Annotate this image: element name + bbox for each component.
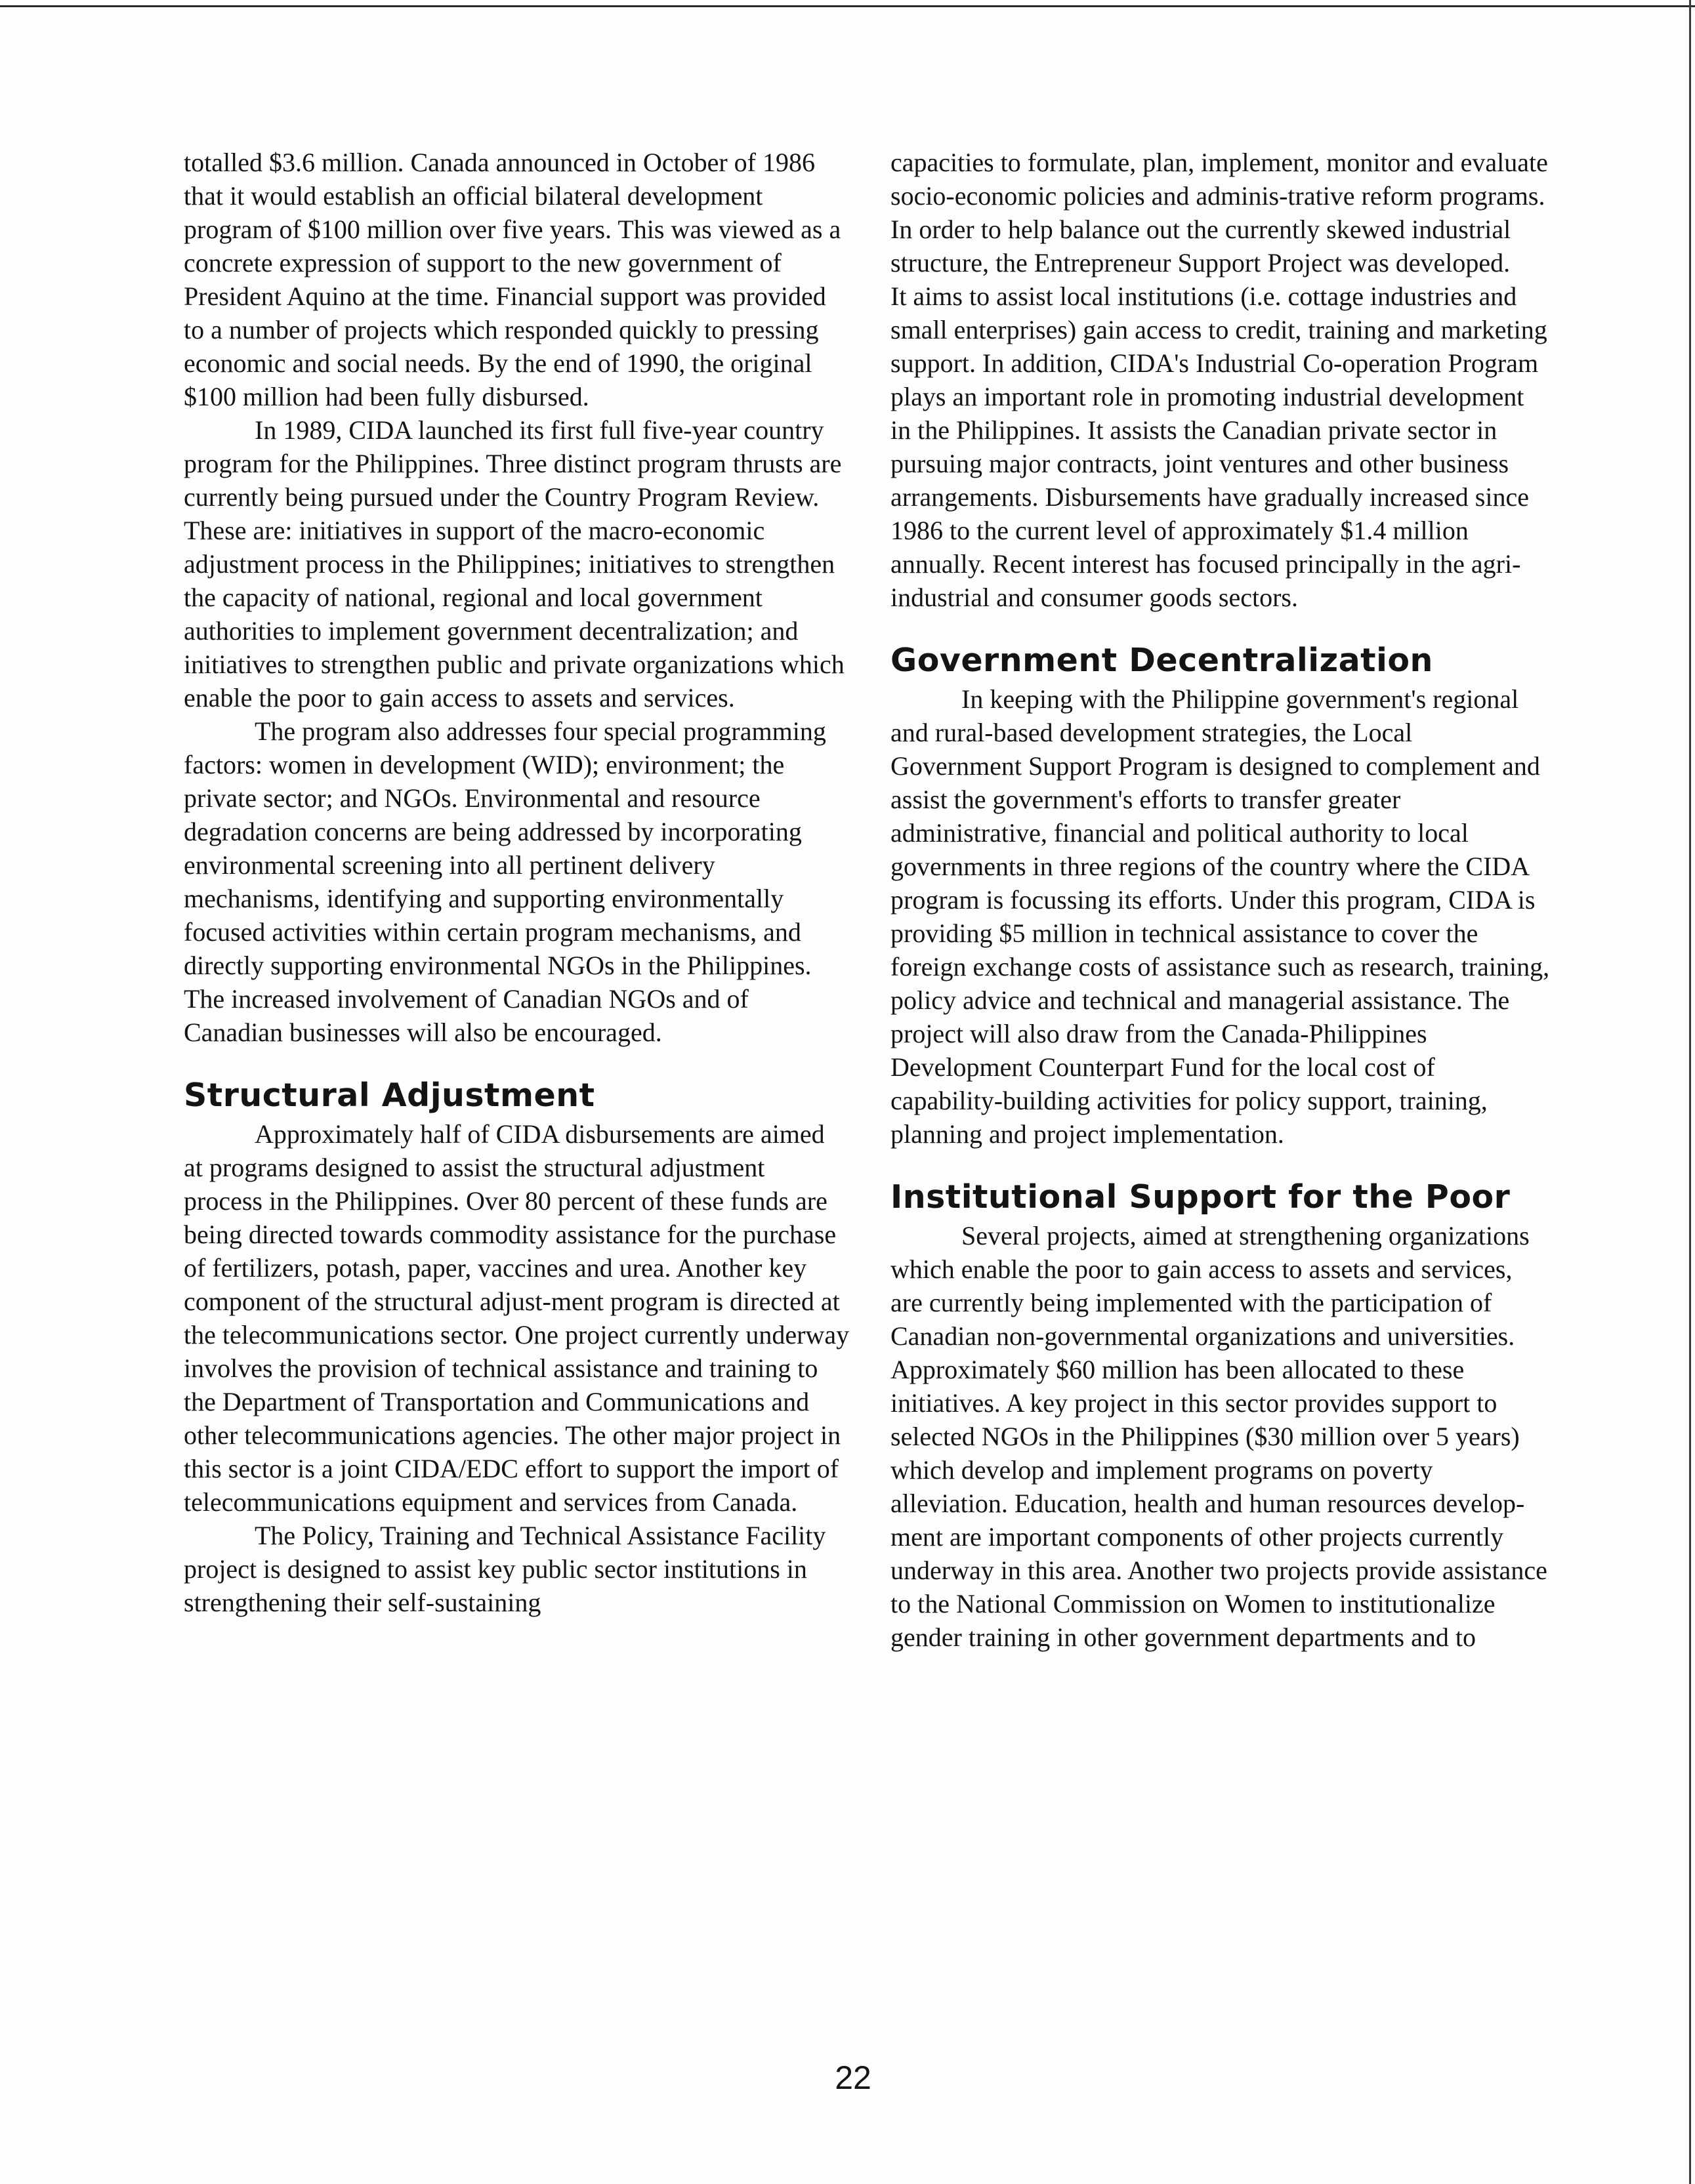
paragraph: Approximately half of CIDA disbursements are aimed at programs designed to assist the structural adjustment process in the Philippines. Over 80 percent of these funds are being directed towards commodity assistance for the purchase of fertilizers, potash, paper, vaccines and urea. Another key component of the structural adjust-ment program is directed at the telecommunications sector. One project currently underway involves the provision of technical assistance and training to the Department of Transportation and Communications and other telecommunications agencies. The other major project in this sector is a joint CIDA/EDC effort to support the import of telecommunications equipment and services from Canada. (184, 1119, 850, 1517)
top-rule (0, 5, 1695, 7)
right-column (890, 146, 1550, 1654)
paragraph: totalled $3.6 million. Canada announced in October of 1986 that it would establish an official bilateral development program of $100 million over five years. This was viewed as a concrete expression of support to the new government of President Aquino at the time. Financial support was provided to a number of projects which responded quickly to pressing economic and social needs. By the end of 1990, the original $100 million had been fully disbursed. (184, 148, 841, 411)
page-edge (1689, 0, 1691, 2184)
paragraph: The Policy, Training and Technical Assistance Facility project is designed to assist key public sector institutions in strengthening their self-sustaining (184, 1521, 826, 1617)
section-heading-government-decentralization: Government Decentralization (890, 642, 1433, 679)
paragraph: It aims to assist local institutions (i.e. cottage industries and small enterprises) gain access to credit, training and marketing support. In addition, CIDA's Industrial Co-operation Program plays an important role in promoting industrial development in the Philippines. It assists the Canadian private sector in pursuing major contracts, joint ventures and other business arrangements. Disbursements have gradually increased since 1986 to the current level of approximately $1.4 million annually. Recent interest has focused principally in the agri-industrial and consumer goods sectors. (890, 281, 1547, 612)
paragraph: In keeping with the Philippine government's regional and rural-based development strategies, the Local Government Support Program is designed to complement and assist the government's efforts to transfer greater administrative, financial and political authority to local governments in three regions of the country where the CIDA program is focussing its efforts. Under this program, CIDA is providing $5 million in technical assistance to cover the foreign exchange costs of assistance such as research, training, policy advice and technical and managerial assistance. The project will also draw from the Canada-Philippines Development Counterpart Fund for the local cost of capability-building activities for policy support, training, planning and project implementation. (890, 684, 1550, 1149)
paragraph: Several projects, aimed at strengthening organizations which enable the poor to gain access to assets and services, are currently being implemented with the participation of Canadian non-governmental organizations and universities. Approximately $60 million has been allocated to these initiatives. A key project in this sector provides support to selected NGOs in the Philippines ($30 million over 5 years) which develop and implement programs on poverty alleviation. Education, health and human resources develop-ment are important components of other projects currently underway in this area. Another two projects provide assistance to the National Commission on Women to institutionalize gender training in other government departments and to (890, 1221, 1547, 1652)
left-column (184, 146, 850, 1619)
section-heading-structural-adjustment: Structural Adjustment (184, 1077, 595, 1114)
section-heading-institutional-support: Institutional Support for the Poor (890, 1178, 1511, 1216)
paragraph: In 1989, CIDA launched its first full five-year country program for the Philippines. Three distinct program thrusts are currently being pursued under the Country Program Review. These are: initiatives in support of the macro-economic adjustment process in the Philippines; initiatives to strengthen the capacity of national, regional and local government authorities to implement government decentralization; and initiatives to strengthen public and private organizations which enable the poor to gain access to assets and services. (184, 415, 845, 712)
paragraph: The program also addresses four special programming factors: women in development (WID); environment; the private sector; and NGOs. Environmental and resource degradation concerns are being addressed by incorporating environmental screening into all pertinent delivery mechanisms, identifying and supporting environmentally focused activities within certain program mechanisms, and directly supporting environmental NGOs in the Philippines. The increased involvement of Canadian NGOs and of Canadian businesses will also be encouraged. (184, 716, 826, 1047)
paragraph: capacities to formulate, plan, implement, monitor and evaluate socio-economic policies and adminis-trative reform programs. In order to help balance out the currently skewed industrial structure, the Entrepreneur Support Project was developed. (890, 148, 1548, 278)
page-number: 22 (835, 2059, 871, 2096)
